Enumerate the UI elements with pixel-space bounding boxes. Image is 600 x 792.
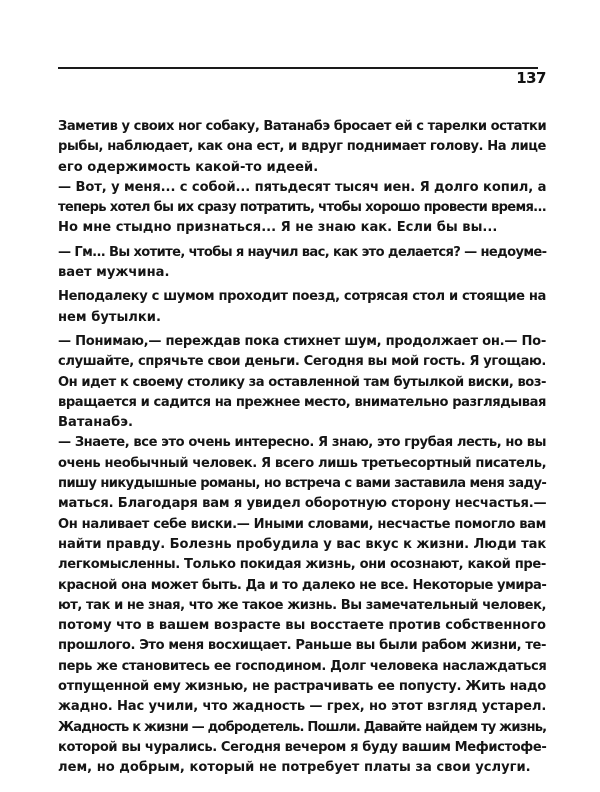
text-line: слушайте, спрячьте свои деньги. Сегодня вы мой гость. Я угощаю. [58, 354, 546, 370]
text-line: которой вы чурались. Сегодня вечером я буду вашим Мефистофе- [58, 739, 547, 755]
paragraph-6 [58, 433, 546, 778]
text-line: вращается и садится на прежнее место, внимательно разглядывая [58, 394, 547, 410]
text-line: Он идет к своему столику за оставленной там бутылкой виски, воз- [58, 374, 546, 390]
text-line: жадно. Нас учили, что жадность — грех, но этот взгляд устарел. [58, 699, 547, 715]
text-line: его одержимость какой-то идеей. [58, 159, 319, 175]
paragraph-2 [58, 178, 546, 239]
text-line: Он наливает себе виски.— Иными словами, несчастье помогло вам [58, 516, 546, 532]
body-text [58, 117, 546, 779]
text-line: — Понимаю,— переждав пока стихнет шум, продолжает он.— По- [58, 333, 547, 349]
text-line: вает мужчина. [58, 265, 170, 281]
text-line: Но мне стыдно признаться... Я не знаю как. Если бы вы... [58, 220, 498, 236]
text-line: красной она может быть. Да и то далеко не все. Некоторые умира- [58, 577, 547, 593]
text-line: — Гм... Вы хотите, чтобы я научил вас, как это делается? — недоуме- [58, 244, 547, 260]
page-number: 137 [516, 69, 546, 87]
text-line: рыбы, наблюдает, как она ест, и вдруг поднимает голову. На лице [58, 139, 546, 155]
paragraph-3 [58, 243, 546, 284]
text-line: найти правду. Болезнь пробудила у вас вкус к жизни. Люди так [58, 536, 547, 552]
paragraph-1 [58, 117, 546, 178]
text-line: теперь хотел бы их сразу потратить, чтобы хорошо провести время... [58, 200, 546, 216]
text-line: Жадность к жизни — добродетель. Пошли. Давайте найдем ту жизнь, [58, 719, 547, 735]
text-line: прошлого. Это меня восхищает. Раньше вы были рабом жизни, те- [58, 638, 546, 654]
text-line: нем бутылки. [58, 309, 161, 325]
paragraph-4 [58, 287, 546, 328]
text-line: — Знаете, все это очень интересно. Я знаю, это грубая лесть, но вы [58, 435, 546, 451]
text-line: перь же становитесь ее господином. Долг человека наслаждаться [58, 658, 547, 674]
text-line: лем, но добрым, который не потребует платы за свои услуги. [58, 760, 531, 776]
text-line: Неподалеку с шумом проходит поезд, сотрясая стол и стоящие на [58, 289, 546, 305]
text-line: пишу никудышные романы, но встреча с вами заставила меня заду- [58, 476, 547, 492]
header-rule [58, 67, 538, 69]
text-line: очень необычный человек. Я всего лишь третьесортный писатель, [58, 455, 547, 471]
text-line: легкомысленны. Только покидая жизнь, они осознают, какой пре- [58, 557, 546, 573]
text-line: ют, так и не зная, что же такое жизнь. Вы замечательный человек, [58, 597, 547, 613]
text-line: Ватанабэ. [58, 415, 134, 431]
text-line: отпущенной ему жизнью, не растрачивать ее попусту. Жить надо [58, 679, 546, 695]
text-line: потому что в вашем возрасте вы восстаете против собственного [58, 618, 546, 634]
text-line: — Вот, у меня... с собой... пятьдесят тысяч иен. Я долго копил, а [58, 179, 547, 195]
text-line: маться. Благодаря вам я увидел оборотную сторону несчастья.— [58, 496, 547, 512]
paragraph-5 [58, 332, 546, 433]
text-line: Заметив у своих ног собаку, Ватанабэ бросает ей с тарелки остатки [58, 119, 547, 134]
